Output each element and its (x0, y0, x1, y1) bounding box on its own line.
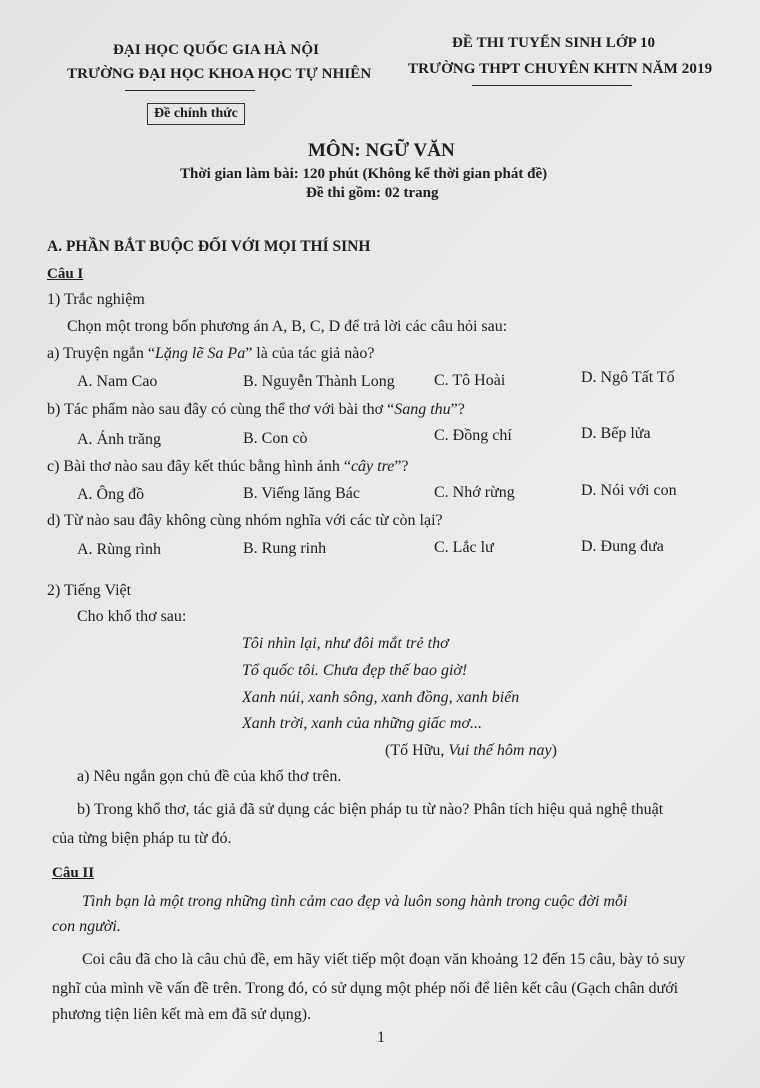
option-b-D: D. Bếp lửa (581, 425, 651, 442)
university-name: ĐẠI HỌC QUỐC GIA HÀ NỘI (113, 42, 320, 58)
part-a-heading: A. PHẦN BẮT BUỘC ĐỐI VỚI MỌI THÍ SINH (47, 238, 371, 255)
question-b-suffix: ”? (450, 401, 465, 418)
question-2-label: Câu II (52, 865, 95, 881)
faculty-name: TRƯỜNG ĐẠI HỌC KHOA HỌC TỰ NHIÊN (67, 66, 372, 82)
question-a-suffix: ” là của tác giả nào? (245, 345, 375, 362)
option-d-D: D. Đung đưa (581, 538, 664, 555)
subject-title: MÔN: NGỮ VĂN (308, 140, 455, 161)
section-2-label: 2) Tiếng Việt (47, 582, 132, 599)
poem-source-title: Vui thế hôm nay (448, 742, 552, 759)
question-b (47, 401, 465, 419)
option-d-C: C. Lắc lư (434, 539, 494, 556)
option-c-B: B. Viếng lăng Bác (243, 485, 360, 502)
exam-pages: Đề thi gồm: 02 trang (306, 185, 439, 201)
faculty-underline (125, 90, 255, 91)
exam-duration: Thời gian làm bài: 120 phút (Không kể thời gian phát đề) (180, 166, 548, 182)
question-2-prompt-line-1: Tình bạn là một trong những tình cảm cao đẹp và luôn song hành trong cuộc đời mỗi (82, 893, 628, 910)
question-d (47, 512, 443, 530)
exam-title: ĐỀ THI TUYỂN SINH LỚP 10 (452, 35, 656, 51)
option-a-C: C. Tô Hoài (434, 372, 506, 389)
option-b-C: C. Đồng chí (434, 427, 512, 444)
option-d-A: A. Rùng rình (77, 541, 161, 558)
option-a-B: B. Nguyễn Thành Long (243, 373, 395, 390)
task-b-line-2: của từng biện pháp tu từ đó. (52, 830, 232, 847)
option-c-A: A. Ông đồ (77, 486, 145, 503)
question-c-prefix: c) Bài thơ nào sau đây kết thúc bằng hình ảnh “ (47, 458, 351, 475)
poem-intro: Cho khổ thơ sau: (77, 608, 187, 625)
option-b-A: A. Ánh trăng (77, 431, 161, 448)
question-2-task-line-2: nghĩ của mình về vấn đề trên. Trong đó, có sử dụng một phép nối để liên kết câu (Gạch chân dưới (52, 980, 679, 997)
question-a (47, 345, 374, 363)
poem-line-2: Tổ quốc tôi. Chưa đẹp thế bao giờ! (242, 662, 468, 679)
question-a-title: Lặng lẽ Sa Pa (154, 345, 246, 362)
question-d-prefix: d) Từ nào sau đây không cùng nhóm nghĩa với các từ còn lại? (47, 512, 443, 529)
question-2-task-line-1: Coi câu đã cho là câu chủ đề, em hãy viết tiếp một đoạn văn khoảng 12 đến 15 câu, bày tỏ suy (82, 951, 686, 968)
option-c-D: D. Nói với con (581, 482, 677, 499)
section-1-label: 1) Trắc nghiệm (47, 291, 145, 308)
question-c-suffix: ”? (394, 458, 409, 475)
instruction-text: Chọn một trong bốn phương án A, B, C, D để trả lời các câu hỏi sau: (67, 318, 508, 335)
school-year: TRƯỜNG THPT CHUYÊN KHTN NĂM 2019 (408, 61, 713, 77)
question-c-title: cây tre (350, 458, 395, 475)
option-a-D: D. Ngô Tất Tố (581, 369, 675, 386)
page-number: 1 (377, 1029, 385, 1046)
question-a-prefix: a) Truyện ngắn “ (47, 345, 155, 362)
poem-source (385, 742, 557, 760)
question-2-task-line-3: phương tiện liên kết mà em đã sử dụng). (52, 1006, 312, 1023)
official-exam-badge (147, 103, 245, 125)
poem-source-close: ) (551, 742, 557, 759)
question-b-title: Sang thu (394, 401, 451, 418)
option-a-A: A. Nam Cao (77, 373, 158, 390)
question-1-label: Câu I (47, 266, 84, 282)
poem-source-author: (Tố Hữu, (385, 742, 449, 759)
question-b-prefix: b) Tác phẩm nào sau đây có cùng thể thơ với bài thơ “ (47, 401, 395, 418)
official-exam-label: Đề chính thức (154, 106, 238, 121)
poem-line-4: Xanh trời, xanh của những giấc mơ... (242, 715, 482, 732)
task-b-line-1: b) Trong khổ thơ, tác giả đã sử dụng các biện pháp tu từ nào? Phân tích hiệu quả nghệ thuật (77, 801, 664, 818)
poem-line-1: Tôi nhìn lại, như đôi mắt trẻ thơ (242, 635, 449, 652)
task-a: a) Nêu ngắn gọn chủ đề của khổ thơ trên. (77, 768, 342, 785)
poem-line-3: Xanh núi, xanh sông, xanh đồng, xanh biển (242, 689, 520, 706)
option-c-C: C. Nhớ rừng (434, 484, 515, 501)
question-2-prompt-line-2: con người. (52, 918, 121, 935)
option-d-B: B. Rung rinh (243, 540, 327, 557)
option-b-B: B. Con cò (243, 430, 308, 447)
school-underline (472, 85, 632, 86)
question-c (47, 458, 409, 476)
